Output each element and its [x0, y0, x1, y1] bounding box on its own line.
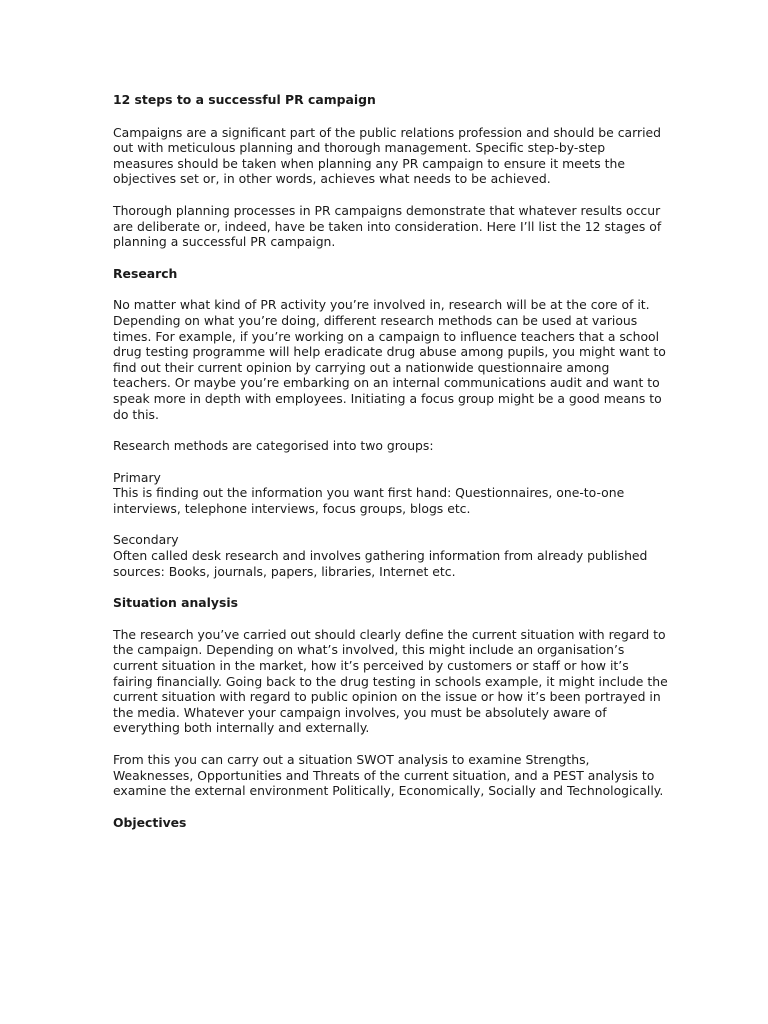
primary-label: Primary — [113, 469, 161, 485]
document-title: 12 steps to a successful PR campaign — [113, 92, 376, 107]
situation-heading: Situation analysis — [113, 595, 238, 611]
primary-block — [113, 470, 668, 517]
research-paragraph-1: No matter what kind of PR activity you’re involved in, research will be at the core of it. Depending on what you’re doing, different research methods can be used at various times. For example, if you’re working on a campaign to influence teachers that a school drug testing programme will help eradicate drug abuse among pupils, you might want to find out their current opinion by carrying out a nationwide questionnaire among teachers. Or maybe you’re embarking on an internal communications audit and want to speak more in depth with employees. Initiating a focus group might be a good means to do this. — [113, 297, 666, 422]
secondary-label: Secondary — [113, 532, 179, 548]
research-paragraph-2: Research methods are categorised into two groups: — [113, 438, 434, 454]
intro-paragraph-2: Thorough planning processes in PR campaigns demonstrate that whatever results occur are deliberate or, indeed, have be taken into consideration. Here I’ll list the 12 stages of planning a successful PR campaign. — [113, 202, 662, 250]
primary-text: This is finding out the information you want first hand: Questionnaires, one-to-one interviews, telephone interviews, focus groups, blogs etc. — [113, 485, 625, 516]
research-heading: Research — [113, 265, 178, 281]
situation-paragraph-1: The research you’ve carried out should clearly define the current situation with regard to the campaign. Depending on what’s involved, this might include an organisation’s current situation in the market, how it’s perceived by customers or staff or how it’s fairing financially. Going back to the drug testing in schools example, it might include the current situation with regard to public opinion on the issue or how it’s been portrayed in the media. Whatever your campaign involves, you must be absolutely aware of everything both internally and externally. — [113, 626, 668, 736]
objectives-heading: Objectives — [113, 814, 187, 830]
secondary-block — [113, 532, 668, 579]
intro-paragraph-1: Campaigns are a significant part of the public relations profession and should be carried out with meticulous planning and thorough management. Specific step-by-step measures should be taken when planning any PR campaign to ensure it meets the objectives set or, in other words, achieves what needs to be achieved. — [113, 124, 662, 187]
secondary-text: Often called desk research and involves gathering information from already published sources: Books, journals, papers, libraries, Internet etc. — [113, 548, 648, 579]
situation-paragraph-2: From this you can carry out a situation SWOT analysis to examine Strengths, Weaknesses, Opportunities and Threats of the current situation, and a PEST analysis to examine the external environment Politically, Economically, Socially and Technologically. — [113, 752, 664, 799]
